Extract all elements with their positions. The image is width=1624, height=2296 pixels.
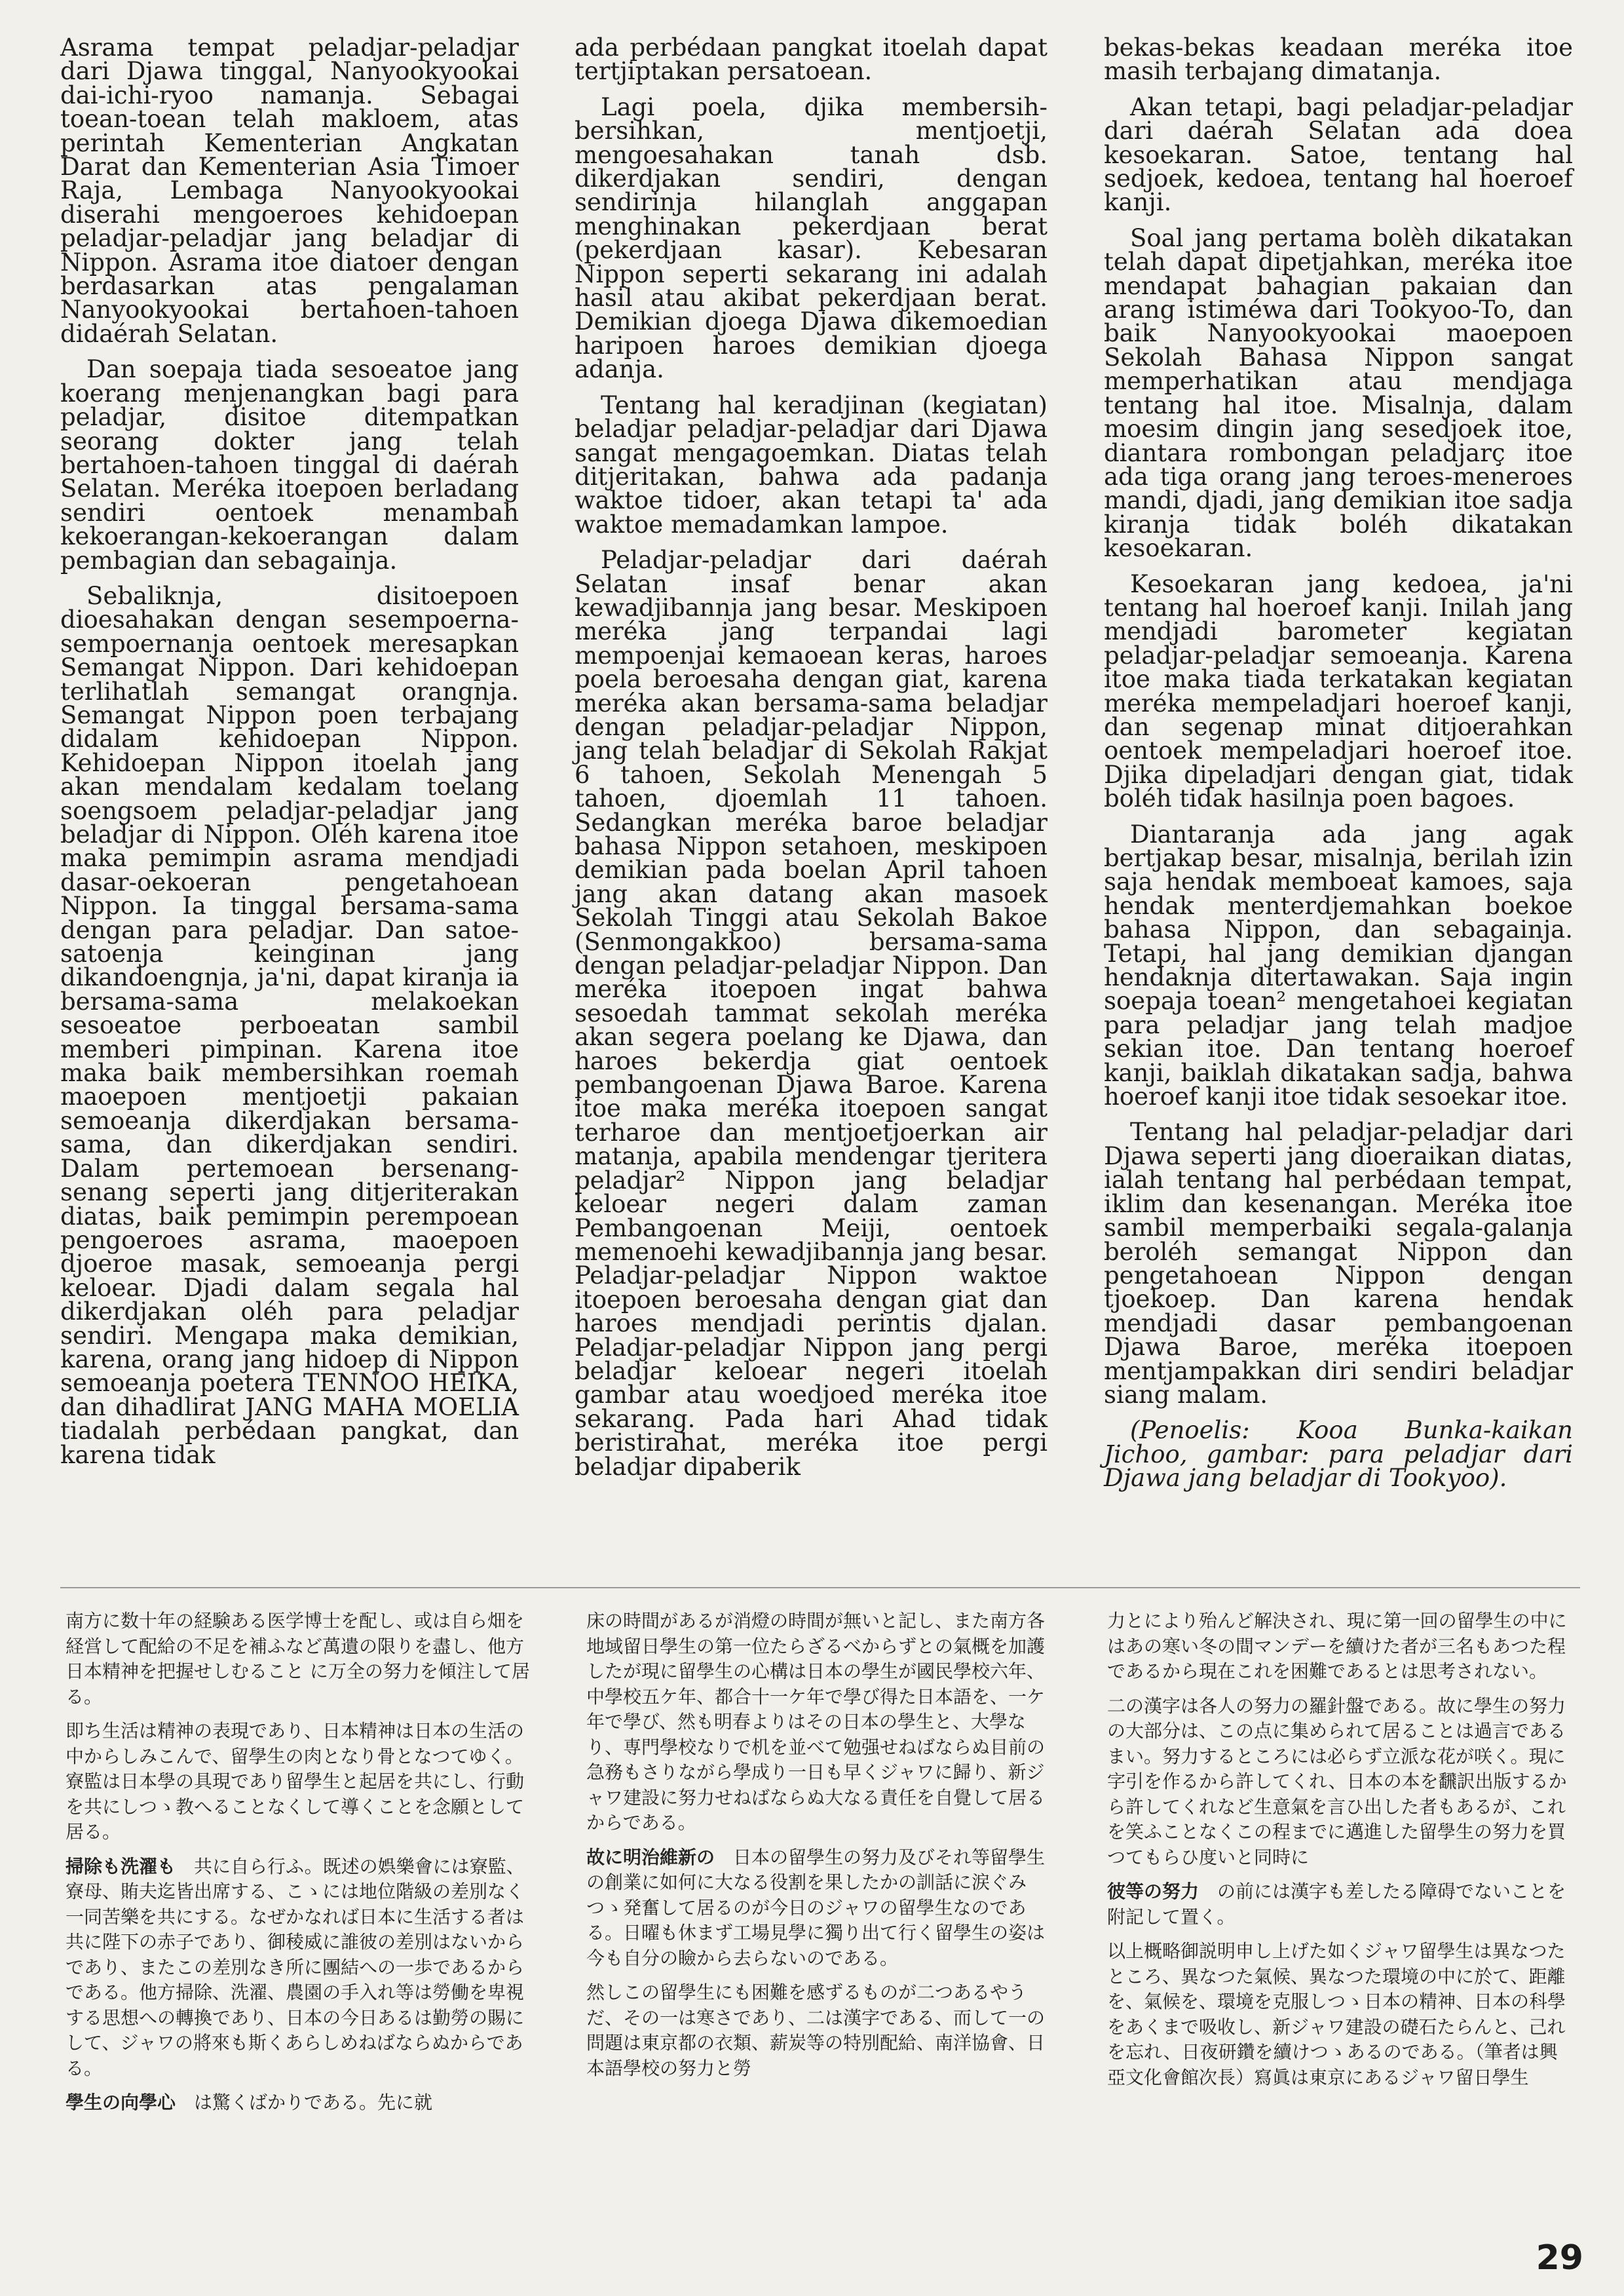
paragraph-text: 以上概略御説明申し上げた如くジャワ留學生は異なつたところ、異なつた氣候、異なつた環境の中に於て、距離を、氣候を、環境を克服しつゝ日本の精神、日本の科學をあくまで吸收し、新ジャワ建設の礎石たらんと、己れを忘れ、日夜研鑽を續けつゝあるのである。（筆者は興亞文化會館次長）寫眞は東京にあるジャワ留日學生: [1107, 1940, 1566, 2088]
paragraph-text: 共に自ら行ふ。既述の娯樂會には寮監、寮母、賄夫迄皆出席する、こゝには地位階級の差別なく一同苦樂を共にする。なぜかなれば日本に生活する者は共に陛下の赤子であり、御稜威に誰彼の差別はないからであり、またこの差別なき所に團結への一歩であるからである。他方掃除、洗濯、農園の手入れ等は勞働を卑視する思想への轉換であり、日本の今日あるは勤勞の賜にして、ジャワの將來も斯くあらしめねばならぬからである。: [66, 1855, 525, 2079]
paragraph: Tentang hal keradjinan (kegiatan) beladjar peladjar-peladjar dari Djawa sangat mengagoemkan. Diatas telah ditjeritakan, bahwa ada padanja waktoe tidoer, akan tetapi ta' ada waktoe memadamkan lampoe.: [575, 391, 1048, 539]
paragraph-text: 南方に数十年の経験ある医学博士を配し、或は自ら畑を経営して配給の不足を補ふなど萬遺の限りを盡し、他方日本精神を把握せしむること に万全の努力を傾注して居る。: [66, 1610, 530, 1708]
japanese-paragraph: [66, 1609, 534, 1710]
paragraph-text: 二の漢字は各人の努力の羅針盤である。故に學生の努力の大部分は、この点に集められて居ることは過言であるまい。努力するところには必らず立派な花が咲く。現に字引を作るから許してくれ、日本の本を飜訳出版するから許してくれなど生意氣を言ひ出した者もあるが、これを笑ふことなくこの程までに邁進した留學生の努力を買つてもらひ度いと同時に: [1107, 1694, 1567, 1868]
paragraph: Diantaranja ada jang agak bertjakap besar, misalnja, berilah izin saja hendak memboeat kamoes, saja hendak menterdjemahkan boekoe bahasa Nippon, dan sebagainja. Tetapi, hal jang demikian djangan hendaknja ditertawakan. Saja ingin soepaja toean² mengetahoei kegiatan para peladjar jang telah madjoe sekian itoe. Dan tentang hoeroef kanji, baiklah dikatakan sadja, bahwa hoeroef kanji itoe tidak sesoekar itoe.: [1104, 820, 1573, 1111]
paragraph: Akan tetapi, bagi peladjar-peladjar dari daérah Selatan ada doea kesoekaran. Satoe, tentang hal sedjoek, kedoea, tentang hal hoeroef kanji.: [1104, 92, 1573, 217]
paragraph-text: 即ち生活は精神の表現であり、日本精神は日本の生活の中からしみこんで、留學生の肉となり骨となつてゆく。寮監は日本學の具現であり留學生と起居を共にし、行動を共にしつゝ教へることなくして導くことを念願として居る。: [66, 1720, 525, 1843]
japanese-paragraph: [1107, 1879, 1576, 1930]
article-column-2: [575, 33, 1048, 1491]
japanese-paragraph: [66, 2090, 534, 2116]
paragraph: bekas-bekas keadaan meréka itoe masih terbajang dimatanja.: [1104, 33, 1573, 86]
paragraph: ada perbédaan pangkat itoelah dapat tertjiptakan persatoean.: [575, 33, 1048, 86]
paragraph-heading: 學生の向學心: [66, 2092, 176, 2113]
paragraph-heading: 掃除も洗濯も: [66, 1855, 176, 1877]
japanese-paragraph: [1107, 1939, 1576, 2090]
paragraph-text: の前には漢字も差したる障碍でないことを附記して置く。: [1107, 1881, 1566, 1928]
author-credit: (Penoelis: Kooa Bunka-kaikan Jichoo, gambar: para peladjar dari Djawa jang beladjar di Tookyoo).: [1104, 1416, 1573, 1493]
paragraph: Peladjar-peladjar dari daérah Selatan insaf benar akan kewadjibannja jang besar. Meskipoen meréka jang terpandai lagi mempoenjai kemaoean keras, haroes poela beroesaha dengan giat, karena meréka akan bersama-sama beladjar dengan peladjar-peladjar Nippon, jang telah beladjar di Sekolah Rakjat 6 tahoen, Sekolah Menengah 5 tahoen, djoemlah 11 tahoen. Sedangkan meréka baroe beladjar bahasa Nippon setahoen, meskipoen demikian pada boelan April tahoen jang akan datang akan masoek Sekolah Tinggi atau Sekolah Bakoe (Senmongakkoo) bersama-sama dengan peladjar-peladjar Nippon. Dan meréka itoepoen ingat bahwa sesoedah tammat sekolah meréka akan segera poelang ke Djawa, dan haroes bekerdja giat oentoek pembangoenan Djawa Baroe. Karena itoe maka meréka itoepoen sangat terharoe dan mentjoetjoerkan air matanja, apabila mendengar tjeritera peladjar² Nippon jang beladjar keloear negeri dalam zaman Pembangoenan Meiji, oentoek memenoehi kewadjibannja jang besar. Peladjar-peladjar Nippon waktoe itoepoen beroesaha dengan giat dan haroes mendjadi perintis djalan. Peladjar-peladjar Nippon jang pergi beladjar keloear negeri itoelah gambar atau woedjoed meréka itoe sekarang. Pada hari Ahad tidak beristirahat, meréka itoe pergi beladjar dipaberik: [575, 546, 1048, 1481]
paragraph: Lagi poela, djika membersih-bersihkan, mentjoetji, mengoesahakan tanah dsb. dikerdjakan sendiri, dengan sendirinja hilanglah anggapan menghinakan pekerdjaan berat (pekerdjaan kasar). Kebesaran Nippon seperti sekarang ini adalah hasil atau akibat pekerdjaan berat. Demikian djoega Djawa dikemoedian haripoen haroes demikian djoega adanja.: [575, 92, 1048, 384]
paragraph-text: は驚くばかりである。先に就: [194, 2092, 433, 2113]
page-number: 29: [1536, 2238, 1583, 2278]
section-divider: [60, 1587, 1580, 1588]
paragraph: Kesoekaran jang kedoea, ja'ni tentang hal hoeroef kanji. Inilah jang mendjadi barometer kegiatan peladjar-peladjar semoeanja. Karena itoe maka tiada terkatakan kegiatan meréka mempeladjari hoeroef kanji, dan segenap minat ditjoerahkan oentoek mempeladjari hoeroef itoe. Djika dipeladjari dengan giat, tidak boléh tidak hasilnja poen bagoes.: [1104, 569, 1573, 813]
paragraph: Sebaliknja, disitoepoen dioesahakan dengan sesempoerna-sempoernanja oentoek meresapkan Semangat Nippon. Dari kehidoepan terlihatlah semangat orangnja. Semangat Nippon poen terbajang didalam kehidoepan Nippon. Kehidoepan Nippon itoelah jang akan mendalam kedalam toelang soengsoem peladjar-peladjar jang beladjar di Nippon. Oléh karena itoe maka pemimpin asrama mendjadi dasar-oekoeran pengetahoean Nippon. Ia tinggal bersama-sama dengan para peladjar. Dan satoe-satoenja keinginan jang dikandoengnja, ja'ni, dapat kiranja ia bersama-sama melakoekan sesoeatoe perboeatan sambil memberi pimpinan. Karena itoe maka baik membersihkan roemah maoepoen mentjoetji pakaian semoeanja dikerdjakan bersama-sama, dan dikerdjakan sendiri. Dalam pertemoean bersenang-senang seperti jang ditjeriterakan diatas, baik pemimpin perempoean pengoeroes asrama, maoepoen djoeroe masak, semoeanja pergi keloear. Djadi dalam segala hal dikerdjakan oléh para peladjar sendiri. Mengapa maka demikian, karena, orang jang hidoep di Nippon semoeanja poetera TENNOO HEIKA, dan dihadlirat JANG MAHA MOELIA tiadalah perbédaan pangkat, dan karena tidak: [60, 581, 519, 1469]
paragraph: Asrama tempat peladjar-peladjar dari Djawa tinggal, Nanyookyookai dai-ichi-ryoo namanja. Sebagai toean-toean telah makloem, atas perintah Kementerian Angkatan Darat dan Kementerian Asia Timoer Raja, Lembaga Nanyookyookai diserahi mengoeroes kehidoepan peladjar-peladjar jang beladjar di Nippon. Asrama itoe diatoer dengan berdasarkan atas pengalaman Nanyookyookai bertahoen-tahoen didaérah Selatan.: [60, 33, 519, 348]
japanese-column-2: [586, 1609, 1055, 2090]
japanese-paragraph: [1107, 1609, 1576, 1685]
japanese-paragraph: [586, 1845, 1055, 1972]
paragraph-text: 力とにより殆んど解決され、現に第一回の留學生の中にはあの寒い冬の間マンデーを續けた者が三名もあつた程であるから現在これを困難であるとは思考されない。: [1107, 1610, 1567, 1682]
japanese-paragraph: [586, 1609, 1055, 1836]
japanese-column-3: [1107, 1609, 1576, 2099]
paragraph: Tentang hal peladjar-peladjar dari Djawa seperti jang dioeraikan diatas, ialah tentang hal perbédaan tempat, iklim dan kesenangan. Meréka itoe sambil memperbaiki segala-galanja beroléh semangat Nippon dan pengetahoean Nippon dengan tjoekoep. Dan karena hendak mendjadi dasar pembangoenan Djawa Baroe, meréka itoepoen mentjampakkan diri sendiri beladjar siang malam.: [1104, 1118, 1573, 1409]
japanese-paragraph: [66, 1854, 534, 2082]
paragraph-heading: 彼等の努力: [1107, 1881, 1199, 1902]
paragraph-heading: 故に明治維新の: [586, 1846, 715, 1868]
paragraph: Soal jang pertama bolèh dikatakan telah dapat dipetjahkan, meréka itoe mendapat bahagian pakaian dan arang istiméwa dari Tookyoo-To, dan baik Nanyookyookai maoepoen Sekolah Bahasa Nippon sangat memperhatikan atau mendjaga tentang hal itoe. Misalnja, dalam moesim dingin jang sesedjoek itoe, diantara rombongan peladjarç itoe ada tiga orang jang teroes-meneroes mandi, djadi, jang demikian itoe sadja kiranja tidak boléh dikatakan kesoekaran.: [1104, 223, 1573, 563]
japanese-paragraph: [586, 1980, 1055, 2081]
paragraph-text: 日本の留學生の努力及びそれ等留學生の創業に如何に大なる役割を果したかの訓話に涙ぐみつゝ発奮して居るのが今日のジャワの留學生なのである。日曜も休まず工場見學に獨り出て行く留學生の姿は今も自分の瞼から去らないのである。: [586, 1846, 1046, 1969]
paragraph-text: 然しこの留學生にも困難を感ずるものが二つあるやうだ、その一は寒さであり、二は漢字である、而して一の問題は東京都の衣類、薪炭等の特別配給、南洋協會、日本語學校の努力と勞: [586, 1981, 1046, 2079]
japanese-paragraph: [1107, 1694, 1576, 1871]
paragraph: Dan soepaja tiada sesoeatoe jang koerang menjenangkan bagi para peladjar, disitoe ditempatkan seorang dokter jang telah bertahoen-tahoen tinggal di daérah Selatan. Meréka itoepoen berladang sendiri oentoek menambah kekoerangan-kekoerangan dalam pembagian dan sebagainja.: [60, 355, 519, 575]
article-column-1: [60, 33, 519, 1479]
japanese-column-1: [66, 1609, 534, 2125]
paragraph-text: 床の時間があるが消燈の時間が無いと記し、また南方各地域留日學生の第一位たらざるべからずとの氣概を加護したが現に留學生の心構は日本の學生が國民學校六年、中學校五ケ年、都合十一ケ年で學び得た日本語を、一ケ年で學び、然も明春よりはその日本の學生と、大學なり、専門學校なりで机を並べて勉强せねばならぬ目前の急務もさりながら學成り一日も早くジャワに歸り、新ジャワ建設に努力せねばならぬ大なる責任を自覺して居るからである。: [586, 1610, 1046, 1833]
japanese-paragraph: [66, 1719, 534, 1845]
article-column-3: [1104, 33, 1573, 1502]
